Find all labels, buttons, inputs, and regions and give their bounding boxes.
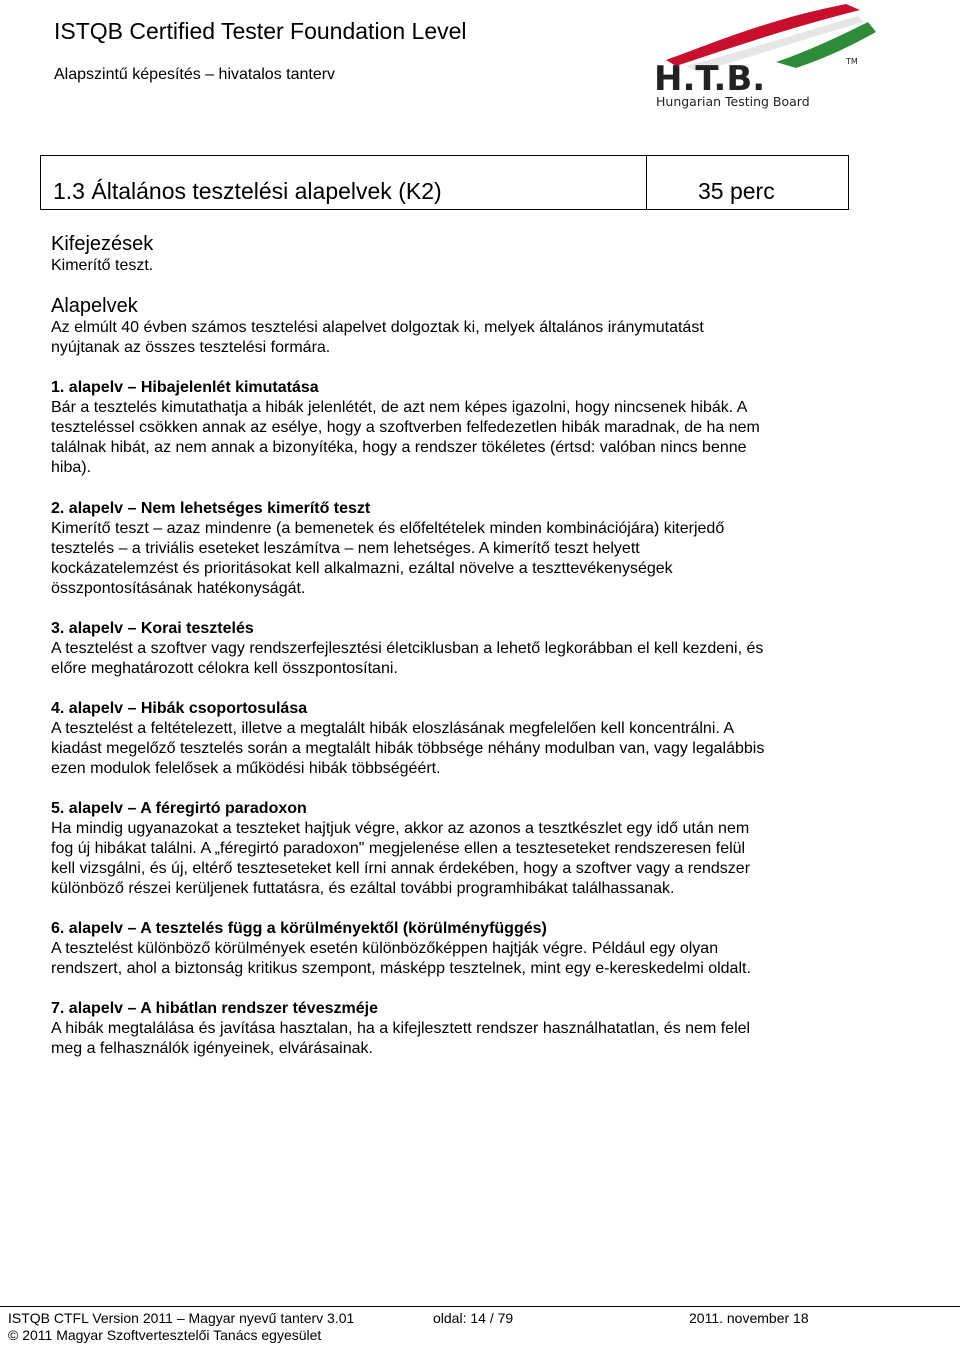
principle-line: A hibák megtalálása és javítása hasztalan, ha a kifejlesztett rendszer használhatatlan, és nem felel xyxy=(51,1020,751,1037)
section-divider xyxy=(646,156,647,209)
principle-5 xyxy=(51,799,841,899)
section-header-box xyxy=(40,155,849,210)
principle-line: Ha mindig ugyanazokat a teszteket hajtjuk végre, akkor az azonos a tesztkészlet egy idő után nem xyxy=(51,820,750,837)
alapelvek-block xyxy=(51,294,841,358)
principle-line: ezen modulok felelősek a működési hibák többségéért. xyxy=(51,760,441,777)
principle-line: Kimerítő teszt – azaz mindenre (a bemenetek és előfeltételek minden kombinációjára) kiterjedő xyxy=(51,520,725,537)
principle-4 xyxy=(51,699,841,779)
principle-title: 5. alapelv – A féregirtó paradoxon xyxy=(51,800,307,817)
principle-line: összpontosításának hatékonyságát. xyxy=(51,580,306,597)
footer-version: ISTQB CTFL Version 2011 – Magyar nyevű tanterv 3.01 xyxy=(8,1310,355,1326)
footer-copyright: © 2011 Magyar Szoftvertesztelői Tanács egyesület xyxy=(8,1327,322,1343)
logo-tagline: Hungarian Testing Board xyxy=(656,94,810,109)
principle-title: 6. alapelv – A tesztelés függ a körülményektől (körülményfüggés) xyxy=(51,920,547,937)
document-title: ISTQB Certified Tester Foundation Level xyxy=(54,18,467,44)
principle-line: rendszert, ahol a biztonság kritikus szempont, másképp tesztelnek, mint egy e-kereskedelmi oldalt. xyxy=(51,960,751,977)
principle-title: 3. alapelv – Korai tesztelés xyxy=(51,620,254,637)
kifejezesek-text: Kimerítő teszt. xyxy=(51,257,154,274)
principle-line: kockázatelemzést és prioritásokat kell alkalmazni, ezáltal növelve a teszttevékenységek xyxy=(51,560,673,577)
document-subtitle: Alapszintű képesítés – hivatalos tanterv xyxy=(54,66,336,83)
principle-title: 7. alapelv – A hibátlan rendszer téveszméje xyxy=(51,1000,378,1017)
alapelvek-intro-line: nyújtanak az összes tesztelési formára. xyxy=(51,339,331,356)
logo-swoosh-red xyxy=(666,4,860,66)
principle-title: 2. alapelv – Nem lehetséges kimerítő teszt xyxy=(51,500,371,517)
footer-page-number: oldal: 14 / 79 xyxy=(433,1310,514,1326)
principle-line: meg a felhasználók igényeinek, elvárásainak. xyxy=(51,1040,373,1057)
principle-line: fog új hibákat találni. A „féregirtó paradoxon" megjelenése ellen a teszteseteket rendszeresen felül xyxy=(51,840,746,857)
principle-3 xyxy=(51,619,841,679)
principle-line: A tesztelést különböző körülmények esetén különbözőképpen hajtják végre. Például egy olyan xyxy=(51,940,719,957)
section-title: 1.3 Általános tesztelési alapelvek (K2) xyxy=(53,178,442,204)
alapelvek-heading: Alapelvek xyxy=(51,295,138,317)
kifejezesek-block xyxy=(51,232,841,276)
principle-line: különböző részei kerüljenek futtatásra, és ezáltal további programhibákat találhassanak. xyxy=(51,880,675,897)
principle-line: kiadást megelőző tesztelés során a megtalált hibák többsége néhány modulban van, vagy legalábbis xyxy=(51,740,765,757)
principle-line: találnak hibát, az nem annak a bizonyítéka, hogy a rendszer tökéletes (értsd: valóban nincs benne xyxy=(51,439,747,456)
footer-date: 2011. november 18 xyxy=(689,1310,809,1326)
principle-line: teszteléssel csökken annak az esélye, hogy a szoftverben felfedezetlen hibák maradnak, de ha nem xyxy=(51,419,760,436)
principle-6 xyxy=(51,919,841,979)
footer-rule xyxy=(0,1306,960,1307)
principle-line: A tesztelést a feltételezett, illetve a megtalált hibák eloszlásának megfelelően kell koncentrálni. A xyxy=(51,720,735,737)
logo-tm: TM xyxy=(846,57,858,66)
principle-line: tesztelés – a triviális eseteket leszámítva – nem lehetséges. A kimerítő teszt helyett xyxy=(51,540,640,557)
htb-logo xyxy=(646,2,882,110)
section-time: 35 perc xyxy=(698,178,775,204)
principle-2 xyxy=(51,499,841,599)
principle-line: kell vizsgálni, és új, eltérő teszteseteket kell írni annak érdekében, hogy a szoftver vagy a rendszer xyxy=(51,860,751,877)
principle-line: előre meghatározott célokra kell összpontosítani. xyxy=(51,660,398,677)
principle-line: hiba). xyxy=(51,459,92,476)
principle-title: 4. alapelv – Hibák csoportosulása xyxy=(51,700,308,717)
principle-line: Bár a tesztelés kimutathatja a hibák jelenlétét, de azt nem képes igazolni, hogy nincsenek hibák. A xyxy=(51,399,748,416)
principle-line: A tesztelést a szoftver vagy rendszerfejlesztési életciklusban a lehető legkorábban el kell kezdeni, és xyxy=(51,640,764,657)
logo-main-text: H.T.B. xyxy=(654,59,766,99)
principle-1 xyxy=(51,378,841,478)
principle-7 xyxy=(51,999,841,1059)
alapelvek-intro-line: Az elmúlt 40 évben számos tesztelési alapelvet dolgoztak ki, melyek általános iránymutatást xyxy=(51,319,704,336)
kifejezesek-heading: Kifejezések xyxy=(51,233,154,255)
principle-title: 1. alapelv – Hibajelenlét kimutatása xyxy=(51,379,319,396)
